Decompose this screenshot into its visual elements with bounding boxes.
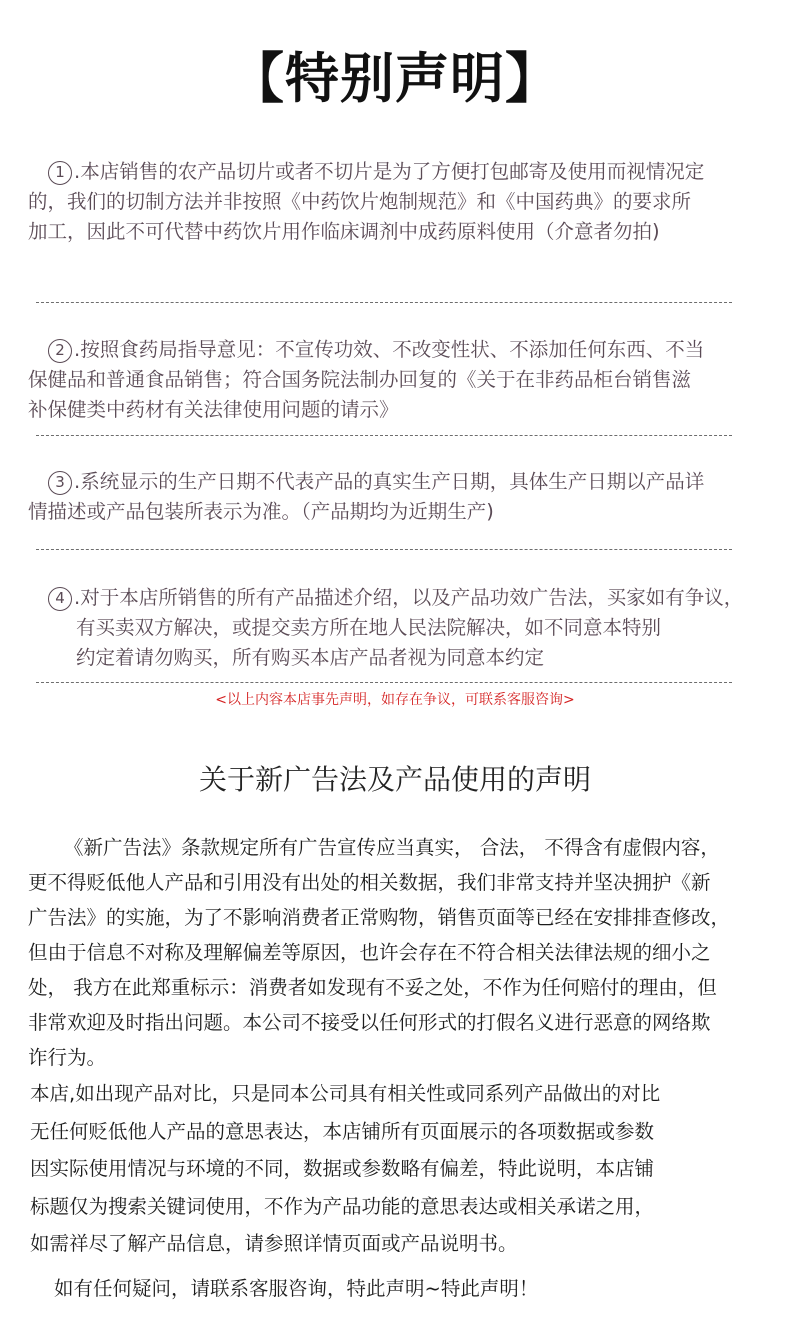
clause-4 (28, 583, 758, 673)
paragraph-line: 处， 我方在此郑重标示：消费者如发现有不妥之处，不作为任何赔付的理由，但 (28, 976, 717, 999)
clause-text: 情描述或产品包装所表示为准。（产品期均为近期生产) (28, 500, 494, 523)
dashed-divider (36, 302, 732, 303)
clause-3 (28, 467, 758, 527)
section-heading: 关于新广告法及产品使用的声明 (198, 763, 591, 796)
clause-text: 加工，因此不可代替中药饮片用作临床调剂中成药原料使用（介意者勿拍) (28, 220, 660, 243)
paragraph-line: 诈行为。 (28, 1046, 107, 1069)
notice-text: <以上内容本店事先声明，如存在争议，可联系客服咨询> (215, 692, 575, 708)
clause-text: .本店销售的农产品切片或者不切片是为了方便打包邮寄及使用而视情况定 (74, 160, 705, 183)
store-paragraph (30, 1075, 768, 1263)
clause-number: 3 (48, 471, 72, 495)
page-title: 【特别声明】 (230, 47, 560, 110)
paragraph-line: 无任何贬低他人产品的意思表达，本店铺所有页面展示的各项数据或参数 (30, 1119, 655, 1143)
paragraph-line: 本店,如出现产品对比，只是同本公司具有相关性或同系列产品做出的对比 (30, 1082, 661, 1105)
paragraph-line: 非常欢迎及时指出问题。本公司不接受以任何形式的打假名义进行恶意的网络欺 (28, 1011, 711, 1034)
clause-text: 约定着请勿购买，所有购买本店产品者视为同意本约定 (76, 646, 545, 669)
clause-text: .对于本店所销售的所有产品描述介绍，以及产品功效广告法，买家如有争议， (74, 586, 744, 609)
ad-law-paragraph (28, 830, 766, 1075)
clause-text: .按照食药局指导意见：不宣传功效、不改变性状、不添加任何东西、不当 (74, 338, 705, 361)
dashed-divider (36, 549, 732, 550)
clause-text: 的，我们的切制方法并非按照《中药饮片炮制规范》和《中国药典》的要求所 (28, 190, 692, 213)
clause-1 (28, 157, 758, 247)
clause-number: 1 (48, 161, 72, 185)
clause-number: 4 (48, 587, 72, 611)
closing-statement: 如有任何疑问，请联系客服咨询，特此声明~特此声明！ (54, 1277, 539, 1300)
clause-2 (28, 335, 758, 425)
clause-text: 补保健类中药材有关法律使用问题的请示》 (28, 398, 399, 421)
paragraph-line: 但由于信息不对称及理解偏差等原因，也许会存在不符合相关法律法规的细小之 (28, 941, 711, 964)
paragraph-line: 因实际使用情况与环境的不同，数据或参数略有偏差，特此说明，本店铺 (30, 1157, 655, 1180)
clause-text: 有买卖双方解决，或提交卖方所在地人民法院解决，如不同意本特别 (76, 616, 662, 639)
clause-number: 2 (48, 339, 72, 363)
clause-text: 保健品和普通食品销售；符合国务院法制办回复的《关于在非药品柜台销售滋 (28, 368, 692, 391)
dashed-divider (36, 435, 732, 436)
paragraph-line: 标题仅为搜索关键词使用，不作为产品功能的意思表达或相关承诺之用， (30, 1194, 655, 1218)
clause-text: .系统显示的生产日期不代表产品的真实生产日期，具体生产日期以产品详 (74, 470, 705, 493)
paragraph-line: 更不得贬低他人产品和引用没有出处的相关数据，我们非常支持并坚决拥护《新 (28, 871, 711, 894)
paragraph-line: 《新广告法》条款规定所有广告宣传应当真实， 合法， 不得含有虚假内容， (64, 836, 720, 859)
paragraph-line: 如需祥尽了解产品信息，请参照详情页面或产品说明书。 (30, 1232, 518, 1255)
dashed-divider (36, 682, 732, 683)
paragraph-line: 广告法》的实施，为了不影响消费者正常购物，销售页面等已经在安排排查修改， (28, 906, 731, 929)
